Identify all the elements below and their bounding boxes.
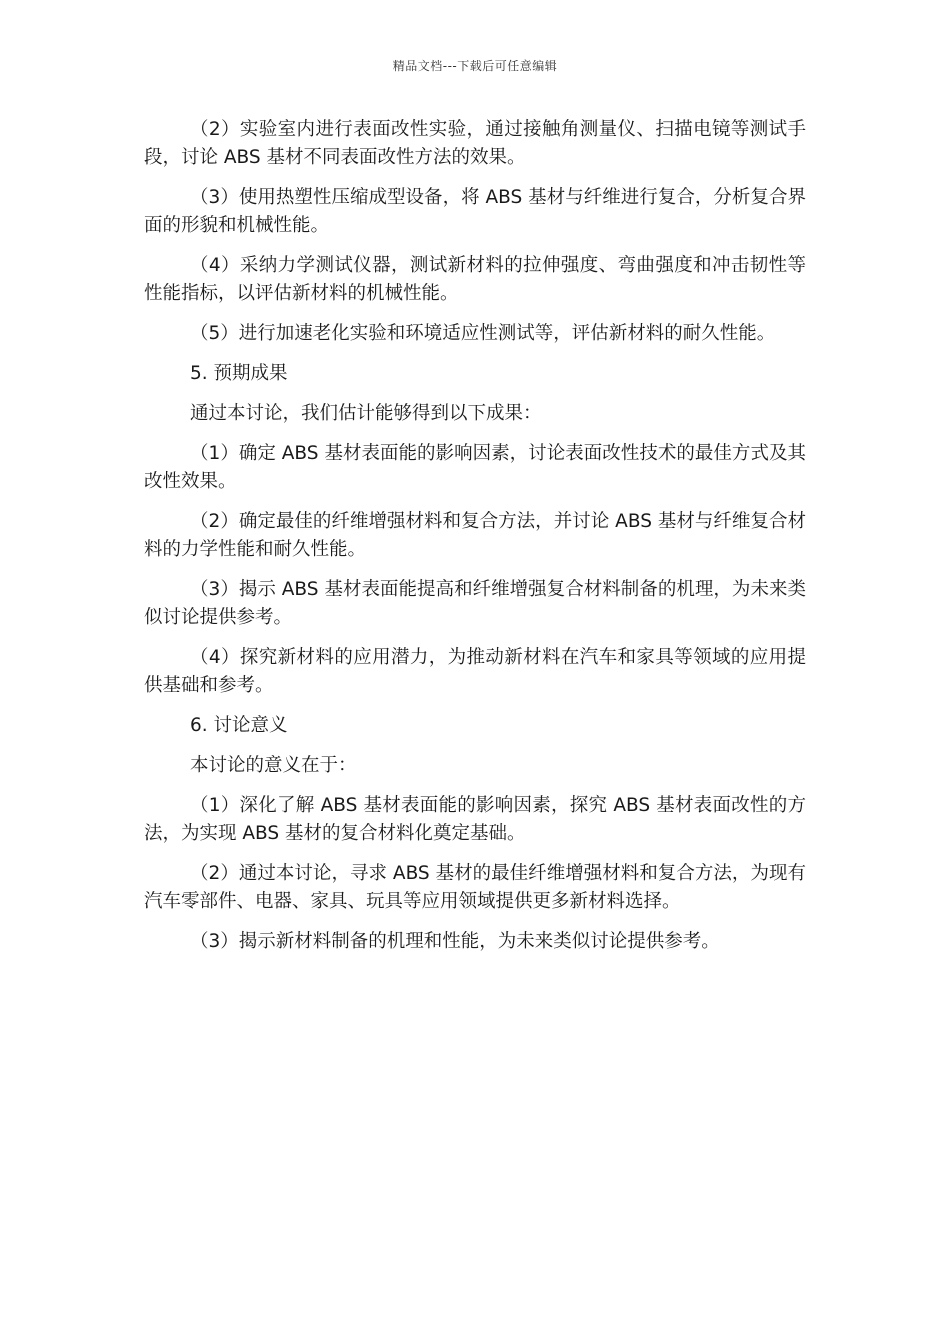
section-heading-expected-results: 5. 预期成果 <box>190 363 288 384</box>
paragraph-significance-intro: 本讨论的意义在于： <box>190 755 357 776</box>
page-header: 精品文档---下载后可任意编辑 <box>392 59 558 73</box>
section-heading-significance: 6. 讨论意义 <box>190 715 288 736</box>
paragraph-result-2: （2）确定最佳的纤维增强材料和复合方法，并讨论 ABS 基材与纤维复合材料的力学性能和耐久性能。 <box>144 511 806 560</box>
paragraph-result-4: （4）探究新材料的应用潜力，为推动新材料在汽车和家具等领域的应用提供基础和参考。 <box>144 647 806 696</box>
paragraph-result-3: （3）揭示 ABS 基材表面能提高和纤维增强复合材料制备的机理，为未来类似讨论提供参考。 <box>144 579 806 628</box>
paragraph-result-1: （1）确定 ABS 基材表面能的影响因素，讨论表面改性技术的最佳方式及其改性效果。 <box>144 443 806 492</box>
paragraph-item-2-experiment: （2）实验室内进行表面改性实验，通过接触角测量仪、扫描电镜等测试手段，讨论 ABS 基材不同表面改性方法的效果。 <box>144 119 806 168</box>
paragraph-results-intro: 通过本讨论，我们估计能够得到以下成果： <box>190 403 542 424</box>
document-body <box>144 116 806 968</box>
paragraph-item-3-compression: （3）使用热塑性压缩成型设备，将 ABS 基材与纤维进行复合，分析复合界面的形貌和机械性能。 <box>144 187 806 236</box>
paragraph-item-4-mechanical-test: （4）采纳力学测试仪器，测试新材料的拉伸强度、弯曲强度和冲击韧性等性能指标，以评估新材料的机械性能。 <box>144 255 806 304</box>
paragraph-significance-3: （3）揭示新材料制备的机理和性能，为未来类似讨论提供参考。 <box>190 931 720 952</box>
paragraph-significance-2: （2）通过本讨论，寻求 ABS 基材的最佳纤维增强材料和复合方法，为现有汽车零部件、电器、家具、玩具等应用领域提供更多新材料选择。 <box>144 863 806 912</box>
paragraph-item-5-aging-test: （5）进行加速老化实验和环境适应性测试等，评估新材料的耐久性能。 <box>190 323 776 344</box>
paragraph-significance-1: （1）深化了解 ABS 基材表面能的影响因素，探究 ABS 基材表面改性的方法，为实现 ABS 基材的复合材料化奠定基础。 <box>144 795 806 844</box>
